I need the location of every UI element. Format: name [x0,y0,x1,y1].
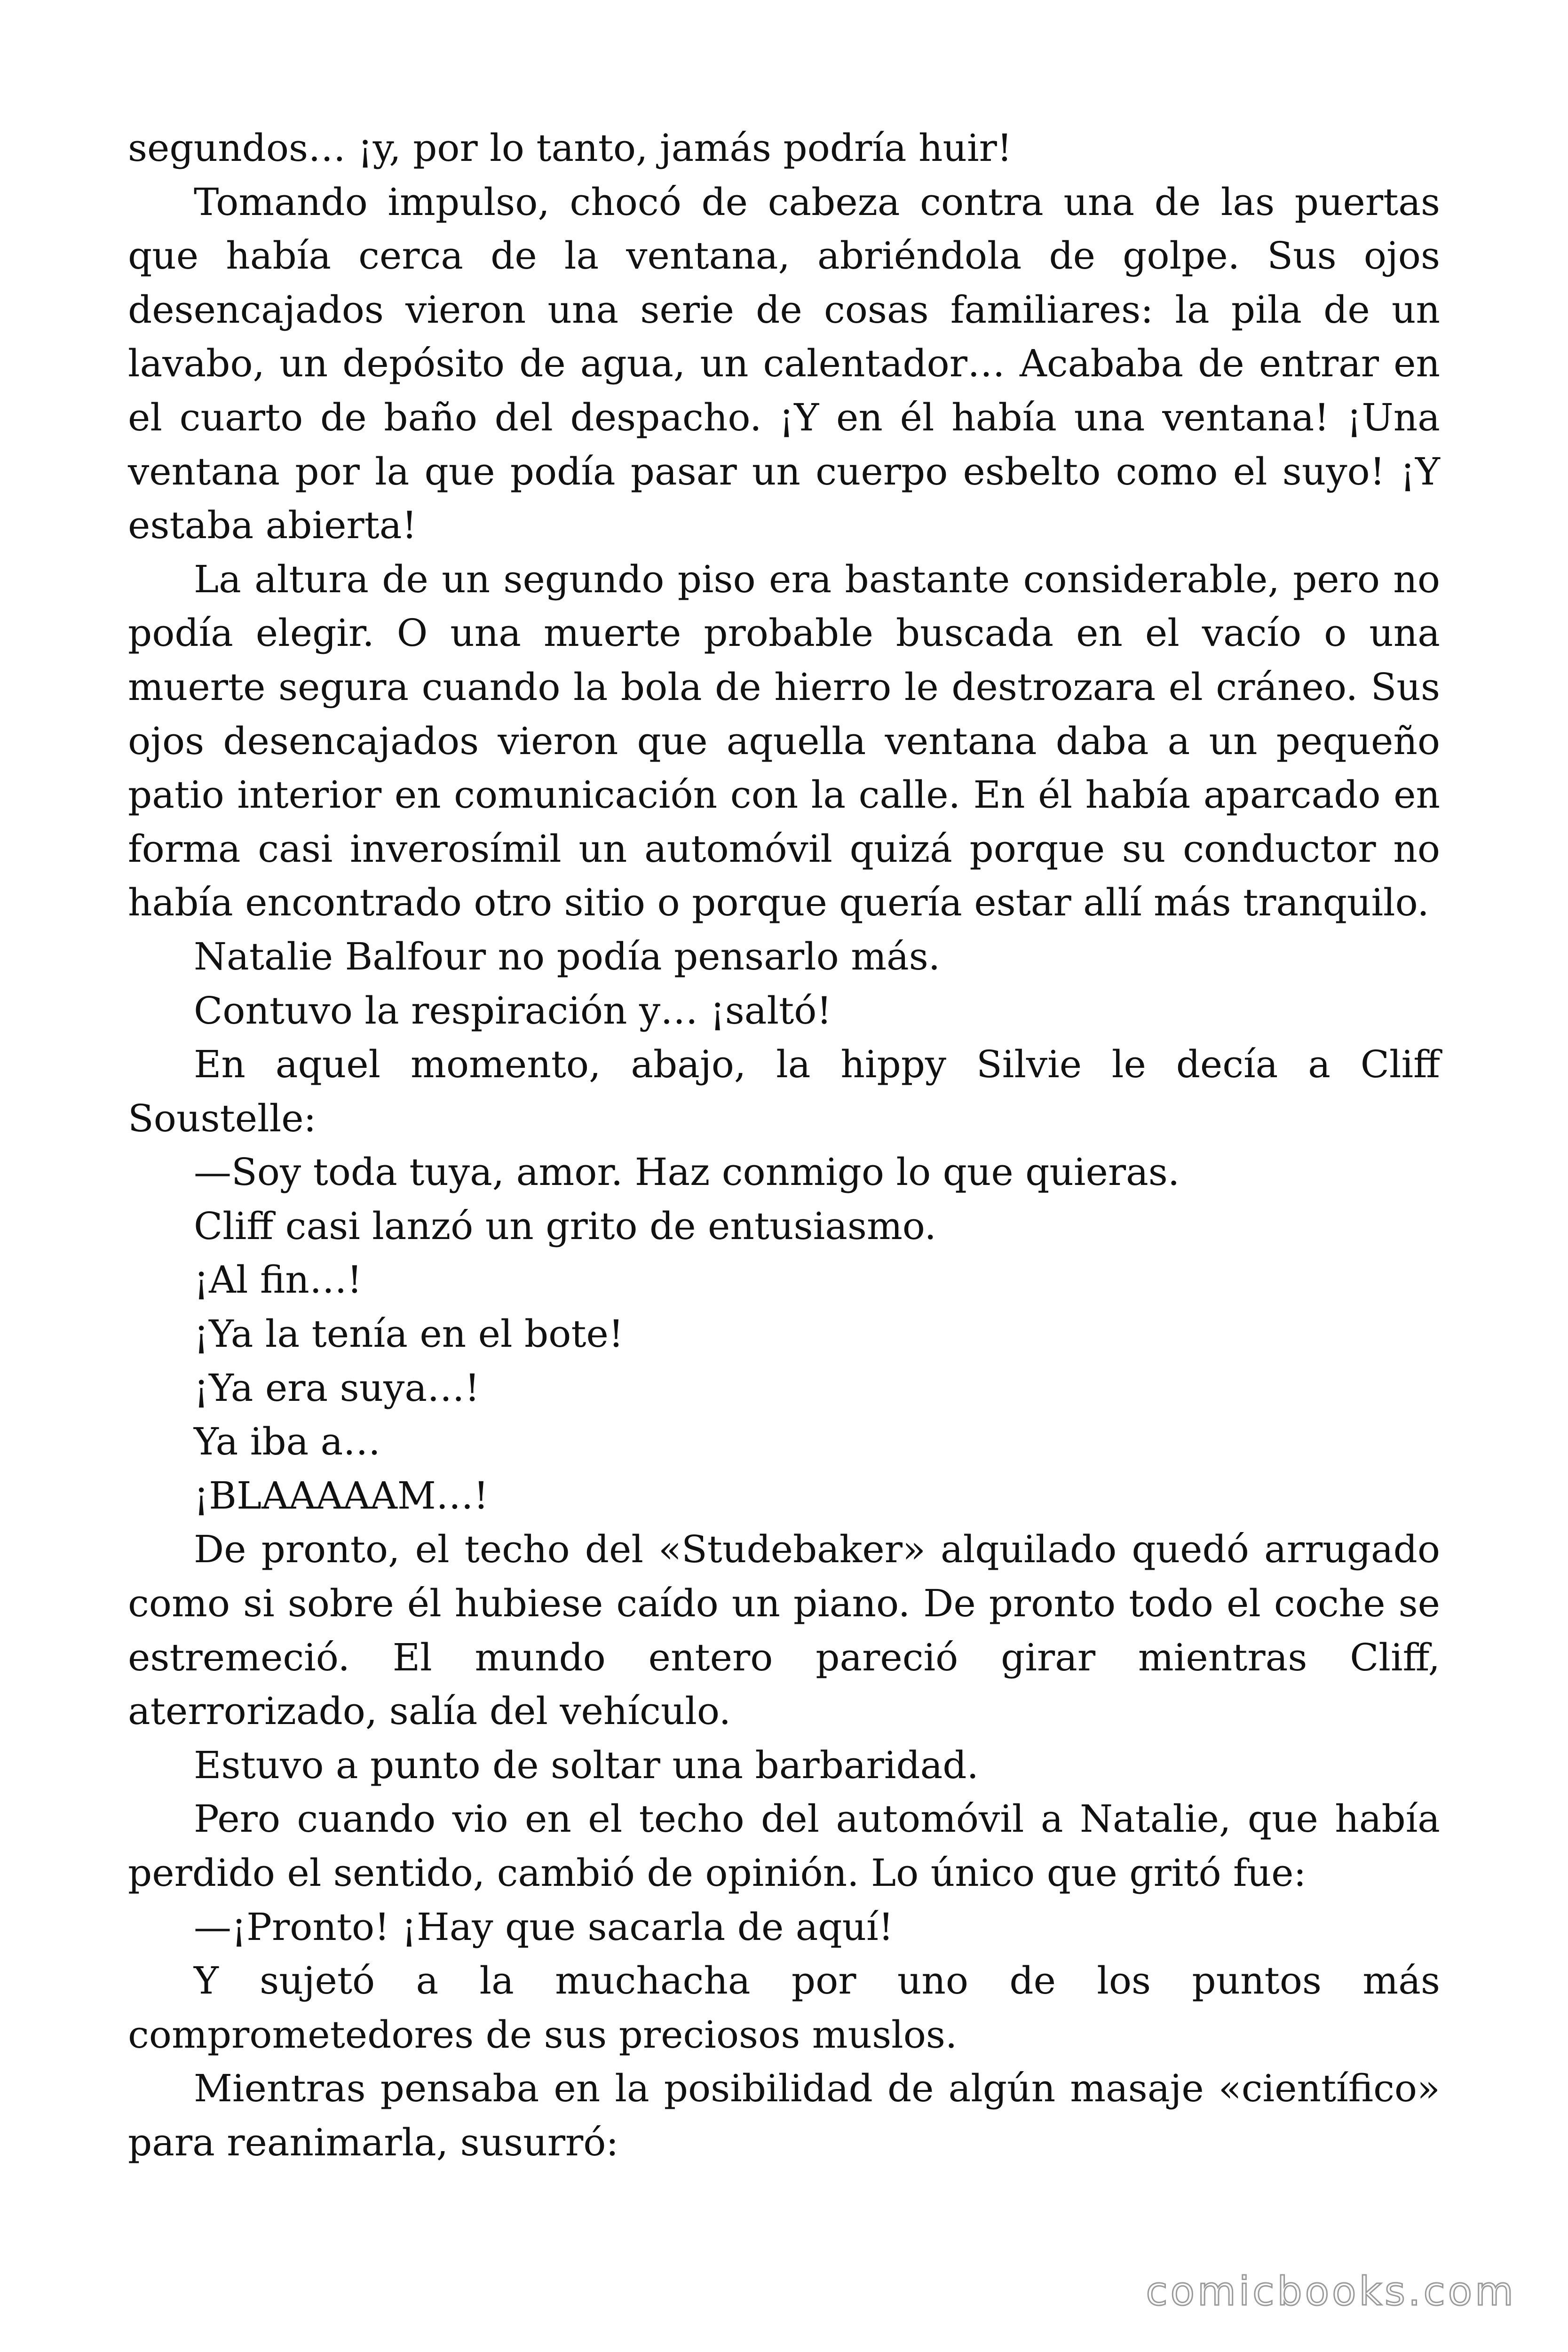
paragraph: De pronto, el techo del «Studebaker» alquilado quedó arrugado como si sobre él hubiese caído un piano. De pronto todo el coche se estremeció. El mundo entero pareció girar mientras Cliff, aterrorizado, salía del vehículo. [128,1527,1440,1733]
paragraph: Ya iba a… [194,1420,381,1464]
paragraph: Tomando impulso, chocó de cabeza contra una de las puertas que había cerca de la ventana, abriéndola de golpe. Sus ojos desencajados vieron una serie de cosas familiares: la pila de un lavabo, un depósito de agua, un calentador… Acababa de entrar en el cuarto de baño del despacho. ¡Y en él había una ventana! ¡Una ventana por la que podía pasar un cuerpo esbelto como el suyo! ¡Y estaba abierta! [128,180,1440,548]
paragraph: Y sujetó a la muchacha por uno de los puntos más comprometedores de sus preciosos muslos. [128,1959,1440,2057]
watermark: comicbooks.com [1146,2268,1516,2314]
dialogue-line: —¡Pronto! ¡Hay que sacarla de aquí! [194,1905,894,1949]
paragraph: Mientras pensaba en la posibilidad de algún masaje «científico» para reanimarla, susurró: [128,2066,1440,2164]
paragraph: ¡Ya la tenía en el bote! [194,1312,624,1356]
paragraph: ¡Ya era suya…! [194,1366,480,1410]
paragraph: Contuvo la respiración y… ¡saltó! [194,988,832,1033]
paragraph: ¡Al fin…! [194,1258,362,1302]
book-page-text [128,121,1440,2170]
dialogue-line: —Soy toda tuya, amor. Haz conmigo lo que quieras. [194,1150,1180,1194]
paragraph: ¡BLAAAAAM…! [194,1473,489,1518]
paragraph: Cliff casi lanzó un grito de entusiasmo. [194,1204,936,1248]
paragraph: Pero cuando vio en el techo del automóvil a Natalie, que había perdido el sentido, cambió de opinión. Lo único que gritó fue: [128,1797,1440,1895]
paragraph: Estuvo a punto de soltar una barbaridad. [194,1743,979,1787]
paragraph: En aquel momento, abajo, la hippy Silvie le decía a Cliff Soustelle: [128,1042,1440,1140]
paragraph: La altura de un segundo piso era bastante considerable, pero no podía elegir. O una muerte probable buscada en el vacío o una muerte segura cuando la bola de hierro le destrozara el cráneo. Sus ojos desencajados vieron que aquella ventana daba a un pequeño patio interior en comunicación con la calle. En él había aparcado en forma casi inverosímil un automóvil quizá porque su conductor no había encontrado otro sitio o porque quería estar allí más tranquilo. [128,557,1440,925]
paragraph-continuation: segundos… ¡y, por lo tanto, jamás podría huir! [128,126,1012,170]
paragraph: Natalie Balfour no podía pensarlo más. [194,934,941,978]
